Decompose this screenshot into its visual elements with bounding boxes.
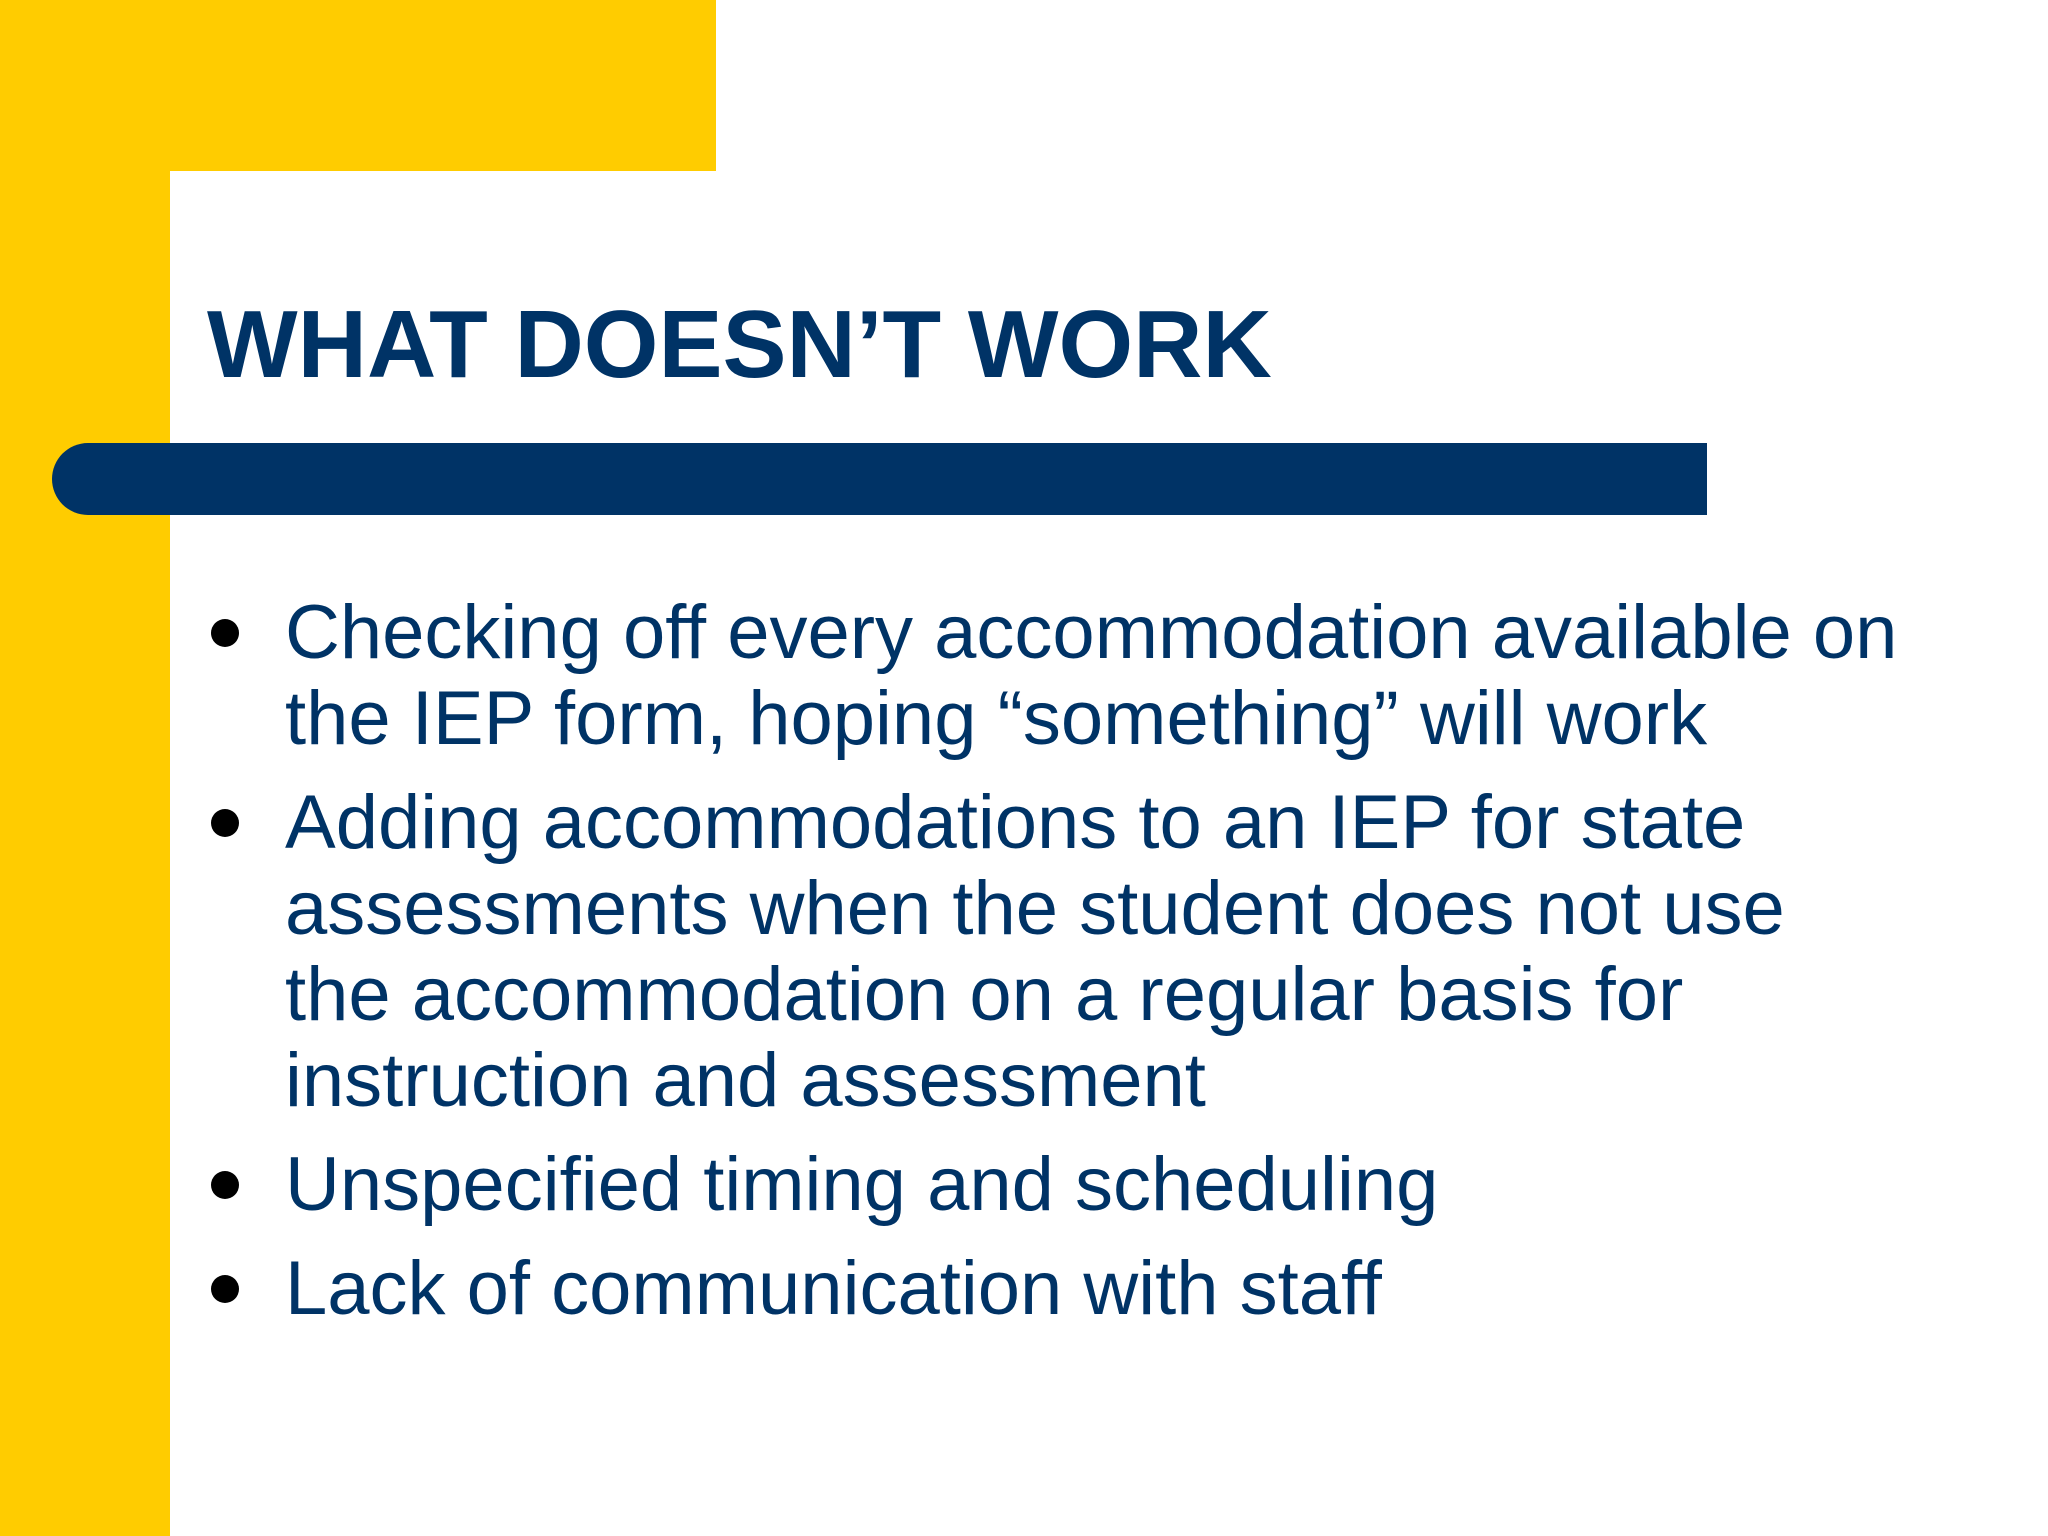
bullet-list xyxy=(207,590,1907,1350)
bullet-icon xyxy=(211,1275,239,1303)
accent-bar xyxy=(0,0,170,1536)
bullet-item xyxy=(207,1246,1907,1332)
bullet-item xyxy=(207,1142,1907,1228)
bullet-icon xyxy=(211,619,239,647)
bullet-item xyxy=(207,590,1907,762)
bullet-item xyxy=(207,780,1907,1124)
bullet-text: Checking off every accommodation available on the IEP form, hoping “something” will work xyxy=(285,590,1898,761)
bullet-text: Adding accommodations to an IEP for state assessments when the student does not use the accommodation on a regular basis for instruction and assessment xyxy=(285,780,1785,1123)
title-divider-bar xyxy=(52,443,1707,515)
slide-title: WHAT DOESN’T WORK xyxy=(207,291,1272,398)
bullet-icon xyxy=(211,809,239,837)
bullet-icon xyxy=(211,1171,239,1199)
bullet-text: Lack of communication with staff xyxy=(285,1246,1382,1331)
bullet-text: Unspecified timing and scheduling xyxy=(285,1142,1439,1227)
